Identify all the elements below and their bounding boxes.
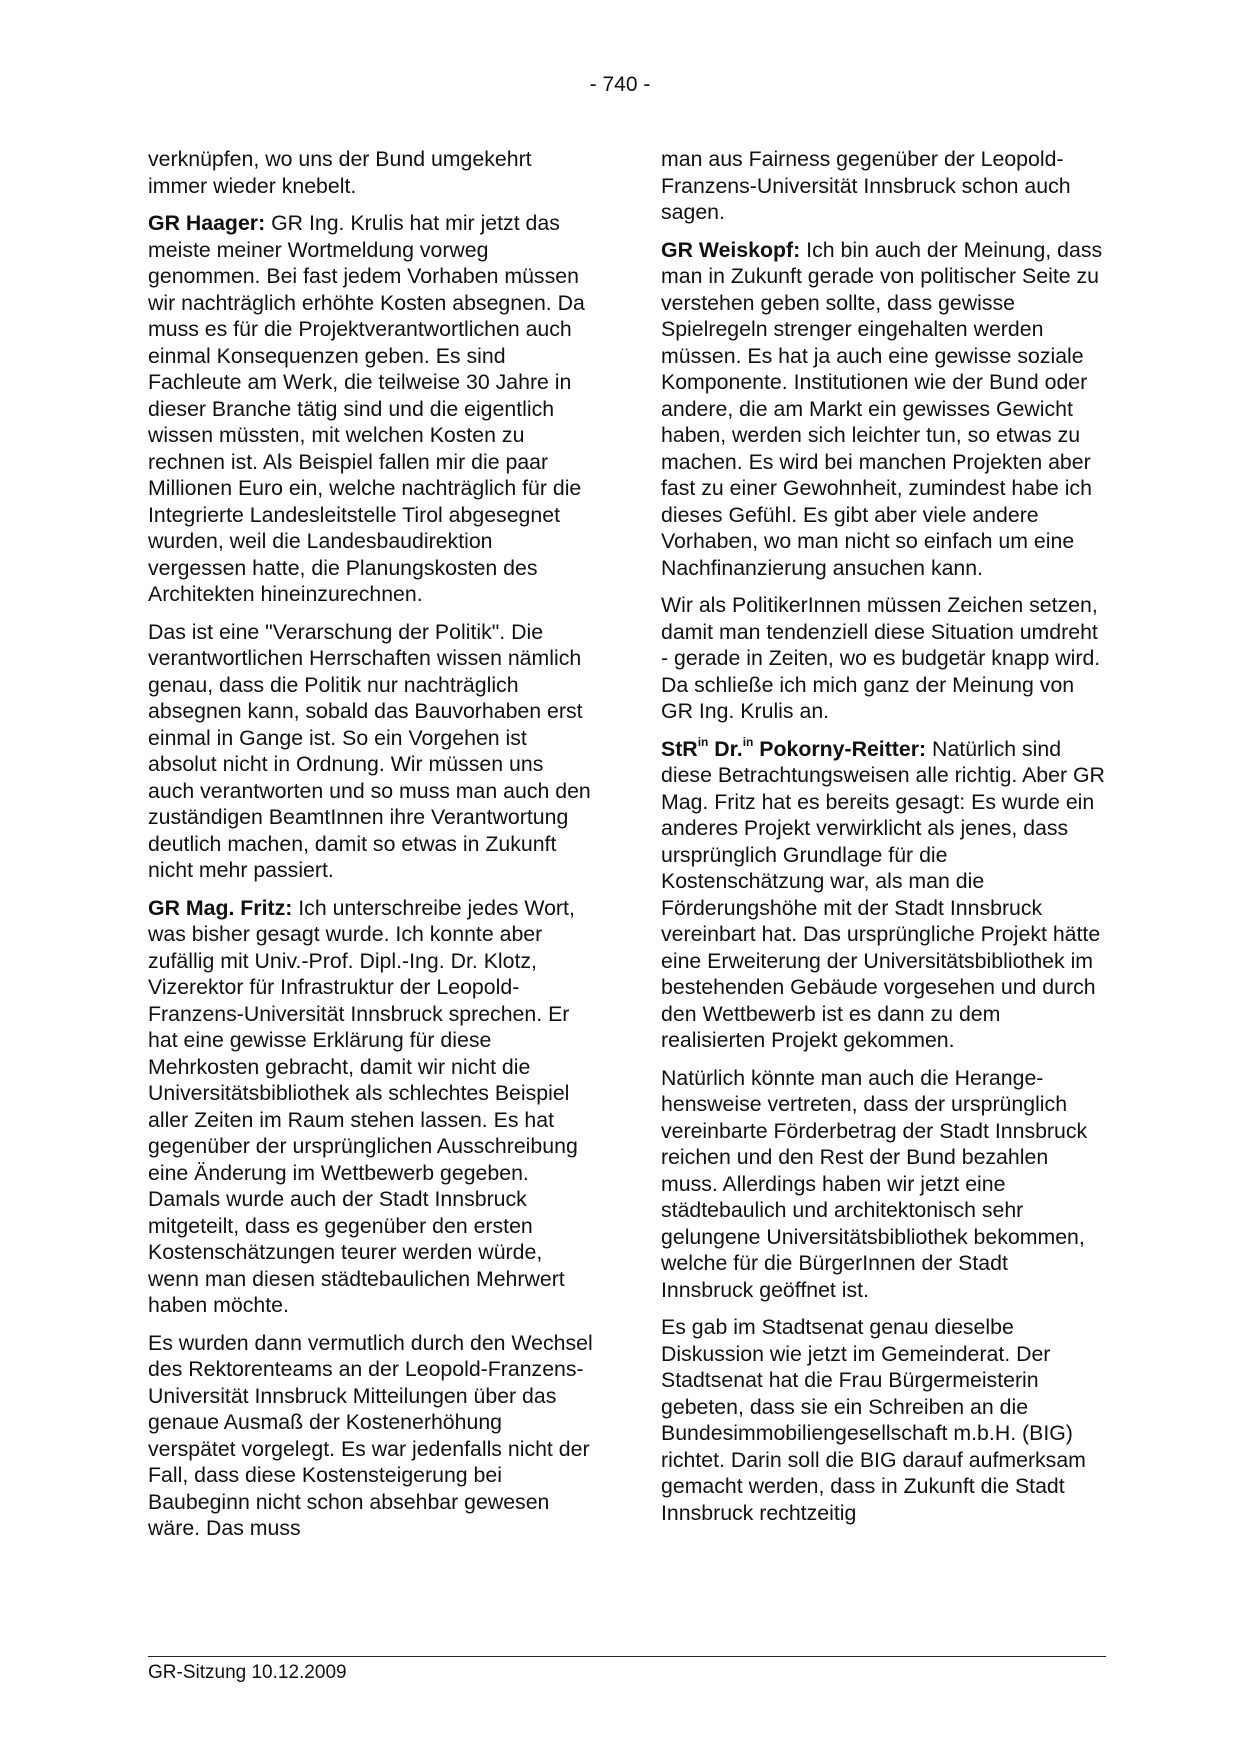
- paragraph-text: Natürlich könnte man auch die Herangehensweise vertreten, dass der ursprünglich vereinbarte Förderbetrag der Stadt Innsbruck reichen und den Rest der Bund bezahlen muss. Allerdings haben wir jetzt eine städtebaulich und architektonisch sehr gelungene Universitätsbibliothek bekommen, welche für die BürgerInnen der Stadt Innsbruck geöffnet ist.: [661, 1065, 1088, 1302]
- paragraph: [148, 146, 593, 199]
- paragraph-haager: [148, 210, 593, 608]
- paragraph-text: Wir als PolitikerInnen müssen Zeichen setzen, damit man tendenziell diese Situation umdreht - gerade in Zeiten, wo es budgetär knapp wird. Da schließe ich mich ganz der Meinung von GR Ing. Krulis an.: [661, 593, 1101, 723]
- speaker-name: GR Weiskopf:: [661, 237, 801, 262]
- paragraph-text: Ich unterschreibe jedes Wort, was bisher gesagt wurde. Ich konnte aber zufällig mit Univ.-Prof. Dipl.-Ing. Dr. Klotz, Vizerektor für Infrastruktur der Leopold-Franzens-Universität Innsbruck sprechen. Er hat eine gewisse Erklärung für diese Mehrkosten gebracht, damit wir nicht die Universitätsbibliothek als schlechtes Beispiel aller Zeiten im Raum stehen lassen. Es hat gegenüber der ursprünglichen Ausschreibung eine Änderung im Wettbewerb gegeben. Damals wurde auch der Stadt Innsbruck mitgeteilt, dass es gegenüber den ersten Kostenschätzungen teurer werden würde, wenn man diesen städtebaulichen Mehrwert haben möchte.: [148, 895, 578, 1317]
- paragraph-pokorny-reitter: [661, 736, 1106, 1054]
- paragraph-text: Es wurden dann vermutlich durch den Wechsel des Rektorenteams an der Leopold-Franzens-Universität Innsbruck Mitteilungen über das genaue Ausmaß der Kostenerhöhung verspätet vorgelegt. Es war jedenfalls nicht der Fall, dass diese Kostensteigerung bei Baubeginn nicht schon absehbar gewesen wäre. Das muss: [148, 1330, 593, 1540]
- speaker-name: GR Haager:: [148, 211, 266, 235]
- speaker-name: GR Mag. Fritz:: [148, 895, 293, 920]
- paragraph-fritz: [148, 895, 593, 1319]
- speaker-title-str: StR: [661, 736, 698, 761]
- paragraph: [661, 146, 1106, 226]
- footer-divider: [148, 1656, 1106, 1657]
- paragraph-text: Natürlich sind diese Betrachtungsweisen alle richtig. Aber GR Mag. Fritz hat es bereits gesagt: Es wurde ein anderes Projekt verwirklicht als jenes, dass ursprünglich Grundlage für die Kostenschätzung war, als man die Förderungshöhe mit der Stadt Innsbruck vereinbart hat. Das ursprüngliche Projekt hätte eine Erweiterung der Universitätsbibliothek im bestehenden Gebäude vorgesehen und durch den Wettbewerb ist es dann zu dem realisierten Projekt gekommen.: [661, 736, 1105, 1052]
- paragraph: [661, 592, 1106, 725]
- left-column: [148, 146, 593, 1553]
- paragraph-text: Das ist eine "Verarschung der Politik". Die verantwortlichen Herrschaften wissen nämlich genau, dass die Politik nur nachträglich absegnen kann, sobald das Bauvorhaben erst einmal in Gange ist. So ein Vorgehen ist absolut nicht in Ordnung. Wir müssen uns auch verantworten und so muss man auch den zuständigen BeamtInnen ihre Verantwortung deutlich machen, damit so etwas in Zukunft nicht mehr passiert.: [148, 619, 591, 882]
- paragraph: [148, 619, 593, 884]
- speaker-title-dr: Dr.: [708, 736, 743, 761]
- page-number: - 740 -: [589, 73, 651, 96]
- paragraph: [661, 1314, 1106, 1526]
- paragraph-text: GR Ing. Krulis hat mir jetzt das meiste meiner Wortmeldung vorweg genommen. Bei fast jedem Vorhaben müssen wir nachträglich erhöhte Kosten absegnen. Da muss es für die Projektverantwortlichen auch einmal Konsequenzen geben. Es sind Fachleute am Werk, die teilweise 30 Jahre in dieser Branche tätig sind und die eigentlich wissen müssten, mit welchen Kosten zu rechnen ist. Als Beispiel fallen mir die paar Millionen Euro ein, welche nachträglich für die Integrierte Landesleitstelle Tirol abgesegnet wurden, weil die Landesbaudirektion vergessen hatte, die Planungskosten des Architekten hineinzurechnen.: [148, 211, 585, 606]
- footer-session-date: GR-Sitzung 10.12.2009: [148, 1662, 347, 1683]
- paragraph-text: Es gab im Stadtsenat genau dieselbe Diskussion wie jetzt im Gemeinderat. Der Stadtsenat hat die Frau Bürgermeisterin gebeten, dass sie ein Schreiben an die Bundesimmobiliengesellschaft m.b.H. (BIG) richtet. Darin soll die BIG darauf aufmerksam gemacht werden, dass in Zukunft die Stadt Innsbruck rechtzeitig: [661, 1315, 1086, 1525]
- paragraph-text: man aus Fairness gegenüber der Leopold-Franzens-Universität Innsbruck schon auch sagen.: [661, 147, 1071, 224]
- speaker-surname: Pokorny-Reitter:: [753, 736, 927, 761]
- paragraph: [148, 1330, 593, 1542]
- paragraph: [661, 1065, 1106, 1304]
- speaker-name: [661, 737, 926, 761]
- paragraph-weiskopf: [661, 237, 1106, 582]
- right-column: [661, 146, 1106, 1537]
- paragraph-text: verknüpfen, wo uns der Bund umgekehrt immer wieder knebelt.: [148, 147, 532, 198]
- speaker-title-superscript: in: [742, 735, 754, 750]
- speaker-title-superscript: in: [697, 735, 709, 750]
- paragraph-text: Ich bin auch der Meinung, dass man in Zukunft gerade von politischer Seite zu verstehen geben sollte, dass gewisse Spielregeln strenger eingehalten werden müssen. Es hat ja auch eine gewisse soziale Komponente. Institutionen wie der Bund oder andere, die am Markt ein gewisses Gewicht haben, werden sich leichter tun, so etwas zu machen. Es wird bei manchen Projekten aber fast zu einer Gewohnheit, zumindest habe ich dieses Gefühl. Es gibt aber viele andere Vorhaben, wo man nicht so einfach um eine Nachfinanzierung ansuchen kann.: [661, 237, 1103, 580]
